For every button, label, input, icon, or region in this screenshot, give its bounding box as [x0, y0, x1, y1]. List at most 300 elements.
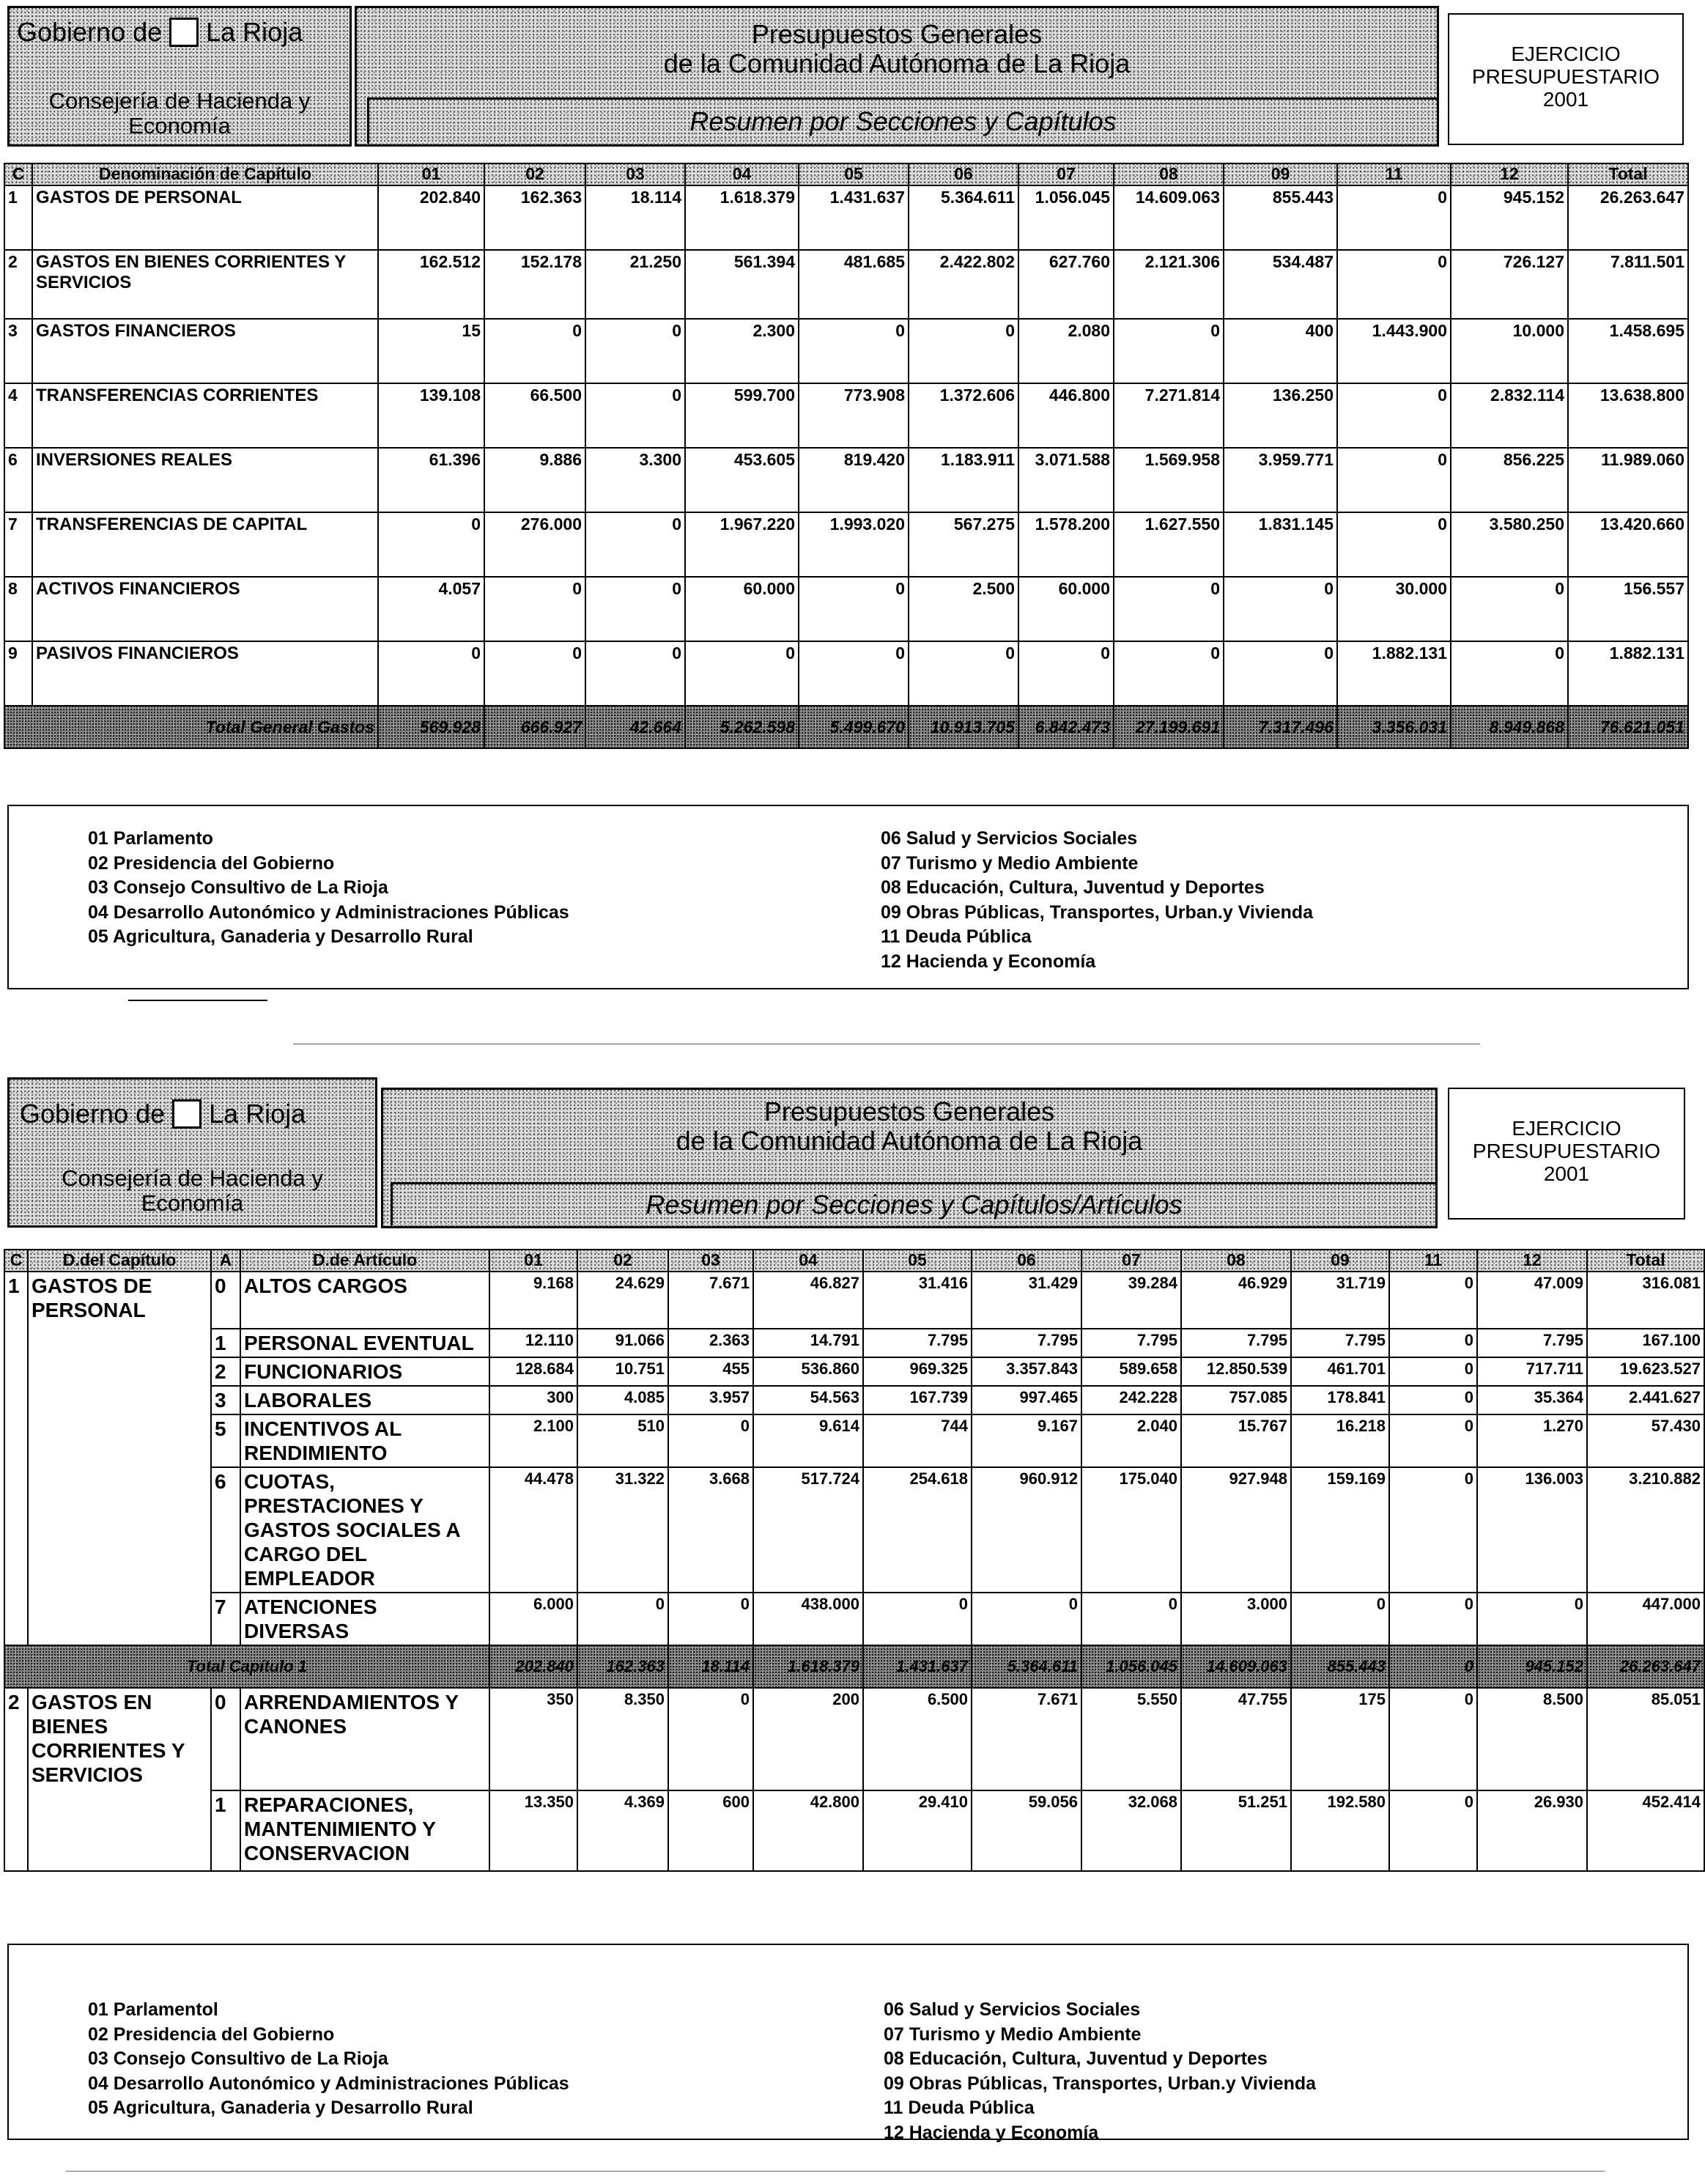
amount-cell: 350 [489, 1688, 577, 1790]
chapter-total-cell: 855.443 [1291, 1645, 1389, 1688]
org-gov-right: La Rioja [206, 17, 303, 47]
legend-entry: 04 Desarrollo Autonómico y Administraciones Públicas [88, 901, 569, 923]
amount-cell: 452.414 [1587, 1790, 1704, 1871]
table2-header-1: D.del Capítulo [28, 1250, 211, 1272]
exercise-label-b: EJERCICIO [1512, 1117, 1621, 1140]
grand-total-row [4, 706, 1688, 748]
amount-cell: 1.458.695 [1568, 319, 1688, 383]
amount-cell: 162.512 [378, 250, 484, 319]
amount-cell: 242.228 [1081, 1386, 1181, 1414]
table1-header-row [4, 163, 1688, 185]
section-legend-1 [7, 805, 1689, 989]
amount-cell: 7.795 [863, 1329, 972, 1357]
chapter-summary-table [4, 163, 1689, 749]
amount-cell: 0 [1389, 1272, 1477, 1329]
amount-cell: 0 [1337, 383, 1451, 448]
amount-cell: 202.840 [378, 185, 484, 250]
amount-cell: 0 [1389, 1329, 1477, 1357]
amount-cell: 0 [909, 319, 1018, 383]
amount-cell: 744 [863, 1414, 972, 1467]
amount-cell: 855.443 [1224, 185, 1337, 250]
amount-cell: 0 [909, 641, 1018, 706]
amount-cell: 2.441.627 [1587, 1386, 1704, 1414]
amount-cell: 1.569.958 [1114, 448, 1224, 512]
chapter-code: 8 [4, 577, 32, 641]
legend-entry: 05 Agricultura, Ganaderia y Desarrollo Rural [88, 926, 473, 947]
amount-cell: 192.580 [1291, 1790, 1389, 1871]
amount-cell: 2.832.114 [1451, 383, 1568, 448]
grand-total-label: Total General Gastos [4, 706, 378, 748]
table1-header-7: 06 [909, 163, 1018, 185]
amount-cell: 5.364.611 [909, 185, 1018, 250]
legend-entry: 02 Presidencia del Gobierno [88, 852, 335, 874]
table-row [4, 1593, 1704, 1645]
amount-cell: 1.831.145 [1224, 512, 1337, 577]
amount-cell: 3.071.588 [1018, 448, 1114, 512]
amount-cell: 57.430 [1587, 1414, 1704, 1467]
amount-cell: 6.000 [489, 1593, 577, 1645]
amount-cell: 757.085 [1181, 1386, 1291, 1414]
amount-cell: 24.629 [577, 1272, 668, 1329]
amount-cell: 66.500 [484, 383, 585, 448]
amount-cell: 1.993.020 [799, 512, 909, 577]
amount-cell: 5.550 [1081, 1688, 1181, 1790]
chapter-total-label [4, 1645, 489, 1688]
table1-header-9: 08 [1114, 163, 1224, 185]
chapter-name: TRANSFERENCIAS DE CAPITAL [32, 512, 378, 577]
amount-cell: 1.270 [1477, 1414, 1587, 1467]
table1-header-12: 12 [1451, 163, 1568, 185]
amount-cell: 0 [1114, 577, 1224, 641]
amount-cell: 1.627.550 [1114, 512, 1224, 577]
dept-line-2: Economía [128, 113, 231, 139]
amount-cell: 0 [1389, 1593, 1477, 1645]
amount-cell: 4.369 [577, 1790, 668, 1871]
amount-cell: 1.372.606 [909, 383, 1018, 448]
table1-header-8: 07 [1018, 163, 1114, 185]
amount-cell: 12.110 [489, 1329, 577, 1357]
article-summary-table [4, 1249, 1705, 1872]
chapter-total-cell: 5.364.611 [972, 1645, 1081, 1688]
amount-cell: 9.886 [484, 448, 585, 512]
amount-cell: 46.827 [753, 1272, 863, 1329]
table-row [4, 577, 1688, 641]
amount-cell: 2.100 [489, 1414, 577, 1467]
org-title-2 [20, 1099, 306, 1129]
amount-cell: 599.700 [685, 383, 799, 448]
chapter-total-cell: 14.609.063 [1181, 1645, 1291, 1688]
amount-cell: 11.989.060 [1568, 448, 1688, 512]
amount-cell: 3.357.843 [972, 1357, 1081, 1386]
amount-cell: 3.000 [1181, 1593, 1291, 1645]
amount-cell: 1.618.379 [685, 185, 799, 250]
chapter-total-row [4, 1645, 1704, 1688]
grand-total-cell: 666.927 [484, 706, 585, 748]
amount-cell: 2.500 [909, 577, 1018, 641]
chapter-code: 3 [4, 319, 32, 383]
amount-cell: 7.795 [1081, 1329, 1181, 1357]
amount-cell: 54.563 [753, 1386, 863, 1414]
amount-cell: 0 [1114, 641, 1224, 706]
amount-cell: 0 [1337, 448, 1451, 512]
table2-header-11: 08 [1181, 1250, 1291, 1272]
article-name: CUOTAS, PRESTACIONES Y GASTOS SOCIALES A CARGO DEL EMPLEADOR [240, 1467, 489, 1593]
chapter-name: GASTOS DE PERSONAL [32, 185, 378, 250]
table-row [4, 1414, 1704, 1467]
org-title [17, 17, 303, 48]
amount-cell: 3.300 [585, 448, 685, 512]
amount-cell: 0 [863, 1593, 972, 1645]
amount-cell: 0 [1389, 1386, 1477, 1414]
amount-cell: 59.056 [972, 1790, 1081, 1871]
chapter-total-cell: 1.618.379 [753, 1645, 863, 1688]
org-department [10, 89, 349, 139]
grand-total-cell: 76.621.051 [1568, 706, 1688, 748]
amount-cell: 31.322 [577, 1467, 668, 1593]
legend-entry: 08 Educación, Cultura, Juventud y Deportes [884, 2048, 1268, 2069]
table-row [4, 1688, 1704, 1790]
amount-cell: 627.760 [1018, 250, 1114, 319]
exercise-box-2 [1448, 1088, 1685, 1220]
table2-header-5: 02 [577, 1250, 668, 1272]
grand-total-cell: 5.499.670 [799, 706, 909, 748]
amount-cell: 726.127 [1451, 250, 1568, 319]
amount-cell: 0 [1389, 1467, 1477, 1593]
amount-cell: 0 [585, 319, 685, 383]
amount-cell: 0 [1389, 1790, 1477, 1871]
amount-cell: 481.685 [799, 250, 909, 319]
legend-entry: 03 Consejo Consultivo de La Rioja [88, 2048, 388, 2069]
chapter-code: 2 [4, 250, 32, 319]
amount-cell: 162.363 [484, 185, 585, 250]
amount-cell: 400 [1224, 319, 1337, 383]
table2-header-12: 09 [1291, 1250, 1389, 1272]
amount-cell: 167.100 [1587, 1329, 1704, 1357]
grand-total-cell: 27.199.691 [1114, 706, 1224, 748]
amount-cell: 300 [489, 1386, 577, 1414]
legend-entry: 02 Presidencia del Gobierno [88, 2023, 335, 2045]
legend-entry: 12 Hacienda y Economía [884, 2122, 1099, 2143]
legend-entry: 11 Deuda Pública [884, 2098, 1035, 2118]
legend-entry: 05 Agricultura, Ganaderia y Desarrollo Rural [88, 2098, 473, 2118]
la-rioja-logo-icon [169, 18, 199, 47]
exercise-label-2b: PRESUPUESTARIO [1472, 1140, 1661, 1162]
amount-cell: 2.300 [685, 319, 799, 383]
amount-cell: 26.930 [1477, 1790, 1587, 1871]
legend1-left-column [88, 827, 569, 950]
amount-cell: 15 [378, 319, 484, 383]
amount-cell: 6.500 [863, 1688, 972, 1790]
amount-cell: 3.580.250 [1451, 512, 1568, 577]
article-code: 7 [211, 1593, 240, 1645]
amount-cell: 47.009 [1477, 1272, 1587, 1329]
amount-cell: 60.000 [685, 577, 799, 641]
table2-header-8: 05 [863, 1250, 972, 1272]
amount-cell: 0 [799, 577, 909, 641]
amount-cell: 51.251 [1181, 1790, 1291, 1871]
amount-cell: 3.959.771 [1224, 448, 1337, 512]
chapter-name: GASTOS FINANCIEROS [32, 319, 378, 383]
amount-cell: 4.085 [577, 1386, 668, 1414]
amount-cell: 276.000 [484, 512, 585, 577]
amount-cell: 47.755 [1181, 1688, 1291, 1790]
amount-cell: 0 [585, 383, 685, 448]
article-name: LABORALES [240, 1386, 489, 1414]
amount-cell: 438.000 [753, 1593, 863, 1645]
table1-header-2: 01 [378, 163, 484, 185]
amount-cell: 14.609.063 [1114, 185, 1224, 250]
table-row [4, 1357, 1704, 1386]
table-row [4, 250, 1688, 319]
article-name: INCENTIVOS AL RENDIMIENTO [240, 1414, 489, 1467]
exercise-label: EJERCICIO [1511, 43, 1621, 65]
amount-cell: 10.751 [577, 1357, 668, 1386]
amount-cell: 178.841 [1291, 1386, 1389, 1414]
amount-cell: 2.363 [668, 1329, 753, 1357]
chapter-name: PASIVOS FINANCIEROS [32, 641, 378, 706]
amount-cell: 945.152 [1451, 185, 1568, 250]
amount-cell: 156.557 [1568, 577, 1688, 641]
amount-cell: 517.724 [753, 1467, 863, 1593]
legend-entry: 01 Parlamentol [88, 1999, 218, 2020]
amount-cell: 60.000 [1018, 577, 1114, 641]
amount-cell: 1.578.200 [1018, 512, 1114, 577]
amount-cell: 2.080 [1018, 319, 1114, 383]
article-code: 6 [211, 1467, 240, 1593]
amount-cell: 0 [585, 641, 685, 706]
amount-cell: 10.000 [1451, 319, 1568, 383]
table2-header-7: 04 [753, 1250, 863, 1272]
amount-cell: 0 [585, 577, 685, 641]
amount-cell: 1.431.637 [799, 185, 909, 250]
article-name: ARRENDAMIENTOS Y CANONES [240, 1688, 489, 1790]
amount-cell: 3.957 [668, 1386, 753, 1414]
amount-cell: 152.178 [484, 250, 585, 319]
article-code: 1 [211, 1790, 240, 1871]
chapter-name: GASTOS DE PERSONAL [28, 1272, 211, 1645]
amount-cell: 1.967.220 [685, 512, 799, 577]
exercise-year: 2001 [1542, 88, 1589, 111]
amount-cell: 589.658 [1081, 1357, 1181, 1386]
table1-header-6: 05 [799, 163, 909, 185]
amount-cell: 2.422.802 [909, 250, 1018, 319]
amount-cell: 12.850.539 [1181, 1357, 1291, 1386]
table-row [4, 1790, 1704, 1871]
chapter-total-cell: 162.363 [577, 1645, 668, 1688]
chapter-total-cell: 0 [1389, 1645, 1477, 1688]
amount-cell: 61.396 [378, 448, 484, 512]
amount-cell: 453.605 [685, 448, 799, 512]
amount-cell: 1.882.131 [1568, 641, 1688, 706]
table-row [4, 1467, 1704, 1593]
amount-cell: 30.000 [1337, 577, 1451, 641]
amount-cell: 31.719 [1291, 1272, 1389, 1329]
exercise-box-1 [1448, 13, 1684, 145]
org-gov-right-2: La Rioja [209, 1099, 306, 1129]
chapter-name: INVERSIONES REALES [32, 448, 378, 512]
amount-cell: 19.623.527 [1587, 1357, 1704, 1386]
amount-cell: 3.668 [668, 1467, 753, 1593]
amount-cell: 0 [799, 319, 909, 383]
section-legend-2 [7, 1944, 1689, 2143]
grand-total-cell: 10.913.705 [909, 706, 1018, 748]
amount-cell: 200 [753, 1688, 863, 1790]
amount-cell: 446.800 [1018, 383, 1114, 448]
table2-header-10: 07 [1081, 1250, 1181, 1272]
amount-cell: 969.325 [863, 1357, 972, 1386]
table-row [4, 319, 1688, 383]
legend-entry: 09 Obras Públicas, Transportes, Urban.y Vivienda [881, 901, 1314, 923]
amount-cell: 8.500 [1477, 1688, 1587, 1790]
amount-cell: 29.410 [863, 1790, 972, 1871]
amount-cell: 773.908 [799, 383, 909, 448]
amount-cell: 136.003 [1477, 1467, 1587, 1593]
amount-cell: 21.250 [585, 250, 685, 319]
amount-cell: 997.465 [972, 1386, 1081, 1414]
article-name: FUNCIONARIOS [240, 1357, 489, 1386]
chapter-code: 2 [4, 1688, 28, 1871]
chapter-total-number: 1 [297, 1657, 308, 1675]
chapter-code: 7 [4, 512, 32, 577]
amount-cell: 561.394 [685, 250, 799, 319]
amount-cell: 32.068 [1081, 1790, 1181, 1871]
amount-cell: 2.121.306 [1114, 250, 1224, 319]
amount-cell: 0 [1081, 1593, 1181, 1645]
amount-cell: 7.671 [668, 1272, 753, 1329]
amount-cell: 39.284 [1081, 1272, 1181, 1329]
amount-cell: 139.108 [378, 383, 484, 448]
amount-cell: 0 [1451, 641, 1568, 706]
table-row [4, 512, 1688, 577]
divider-short [128, 1000, 267, 1001]
table2-header-2: A [211, 1250, 240, 1272]
amount-cell: 9.167 [972, 1414, 1081, 1467]
table1-header-4: 03 [585, 163, 685, 185]
org-gov-left-2: Gobierno de [20, 1099, 166, 1129]
dept-line-1: Consejería de Hacienda y [48, 88, 311, 114]
org-header-2 [7, 1077, 377, 1228]
amount-cell: 175 [1291, 1688, 1389, 1790]
legend-entry: 06 Salud y Servicios Sociales [881, 828, 1138, 849]
table1-header-5: 04 [685, 163, 799, 185]
amount-cell: 0 [1389, 1688, 1477, 1790]
amount-cell: 136.250 [1224, 383, 1337, 448]
amount-cell: 1.882.131 [1337, 641, 1451, 706]
amount-cell: 316.081 [1587, 1272, 1704, 1329]
article-name: ALTOS CARGOS [240, 1272, 489, 1329]
grand-total-cell: 6.842.473 [1018, 706, 1114, 748]
legend-entry: 11 Deuda Pública [881, 926, 1032, 947]
amount-cell: 128.684 [489, 1357, 577, 1386]
amount-cell: 0 [1337, 512, 1451, 577]
amount-cell: 0 [1224, 641, 1337, 706]
amount-cell: 159.169 [1291, 1467, 1389, 1593]
amount-cell: 819.420 [799, 448, 909, 512]
amount-cell: 0 [1477, 1593, 1587, 1645]
amount-cell: 31.416 [863, 1272, 972, 1329]
amount-cell: 13.420.660 [1568, 512, 1688, 577]
doc-title-line1: Presupuestos Generales [751, 19, 1043, 49]
amount-cell: 0 [685, 641, 799, 706]
org-department-2 [10, 1166, 375, 1216]
org-gov-left: Gobierno de [17, 17, 163, 47]
table2-header-4: 01 [489, 1250, 577, 1272]
dept-line-1b: Consejería de Hacienda y [62, 1165, 323, 1191]
legend-entry: 01 Parlamento [88, 828, 213, 849]
table2-header-3: D.de Artículo [240, 1250, 489, 1272]
amount-cell: 8.350 [577, 1688, 668, 1790]
chapter-name: TRANSFERENCIAS CORRIENTES [32, 383, 378, 448]
table-row [4, 1386, 1704, 1414]
article-code: 2 [211, 1357, 240, 1386]
amount-cell: 567.275 [909, 512, 1018, 577]
amount-cell: 44.478 [489, 1467, 577, 1593]
doc-title-line2: de la Comunidad Autónoma de La Rioja [663, 48, 1131, 78]
amount-cell: 0 [1018, 641, 1114, 706]
amount-cell: 175.040 [1081, 1467, 1181, 1593]
amount-cell: 7.795 [1477, 1329, 1587, 1357]
amount-cell: 0 [972, 1593, 1081, 1645]
table-row [4, 185, 1688, 250]
table1-header-11: 11 [1337, 163, 1451, 185]
amount-cell: 14.791 [753, 1329, 863, 1357]
article-code: 1 [211, 1329, 240, 1357]
amount-cell: 7.795 [1181, 1329, 1291, 1357]
amount-cell: 7.671 [972, 1688, 1081, 1790]
legend2-left-column [88, 1998, 569, 2121]
amount-cell: 15.767 [1181, 1414, 1291, 1467]
table-row [4, 448, 1688, 512]
chapter-code: 4 [4, 383, 32, 448]
dept-line-2b: Economía [141, 1190, 244, 1216]
chapter-code: 9 [4, 641, 32, 706]
article-name: ATENCIONES DIVERSAS [240, 1593, 489, 1645]
amount-cell: 0 [378, 512, 484, 577]
amount-cell: 0 [1389, 1414, 1477, 1467]
table1-header-13: Total [1568, 163, 1688, 185]
amount-cell: 91.066 [577, 1329, 668, 1357]
amount-cell: 7.811.501 [1568, 250, 1688, 319]
divider-bottom [66, 2171, 1605, 2172]
amount-cell: 0 [668, 1688, 753, 1790]
amount-cell: 717.711 [1477, 1357, 1587, 1386]
table1-header-10: 09 [1224, 163, 1337, 185]
amount-cell: 0 [668, 1593, 753, 1645]
amount-cell: 927.948 [1181, 1467, 1291, 1593]
chapter-total-cell: 1.056.045 [1081, 1645, 1181, 1688]
legend-entry: 08 Educación, Cultura, Juventud y Deportes [881, 877, 1265, 898]
amount-cell: 2.040 [1081, 1414, 1181, 1467]
table2-subtitle: Resumen por Secciones y Capítulos/Artículos [391, 1182, 1435, 1225]
doc-title-line1-b: Presupuestos Generales [763, 1096, 1055, 1126]
chapter-code: 1 [4, 1272, 28, 1645]
exercise-year-b: 2001 [1543, 1162, 1590, 1185]
chapter-total-text: Total Capítulo [186, 1657, 294, 1675]
amount-cell: 0 [799, 641, 909, 706]
table-row [4, 641, 1688, 706]
la-rioja-logo-icon-2 [172, 1099, 201, 1129]
legend2-right-column [884, 1998, 1316, 2145]
grand-total-cell: 7.317.496 [1224, 706, 1337, 748]
legend-entry: 07 Turismo y Medio Ambiente [881, 852, 1139, 874]
amount-cell: 536.860 [753, 1357, 863, 1386]
amount-cell: 7.795 [972, 1329, 1081, 1357]
amount-cell: 0 [1337, 250, 1451, 319]
chapter-name: GASTOS EN BIENES CORRIENTES Y SERVICIOS [32, 250, 378, 319]
amount-cell: 0 [378, 641, 484, 706]
legend-entry: 09 Obras Públicas, Transportes, Urban.y Vivienda [884, 2073, 1317, 2094]
amount-cell: 960.912 [972, 1467, 1081, 1593]
